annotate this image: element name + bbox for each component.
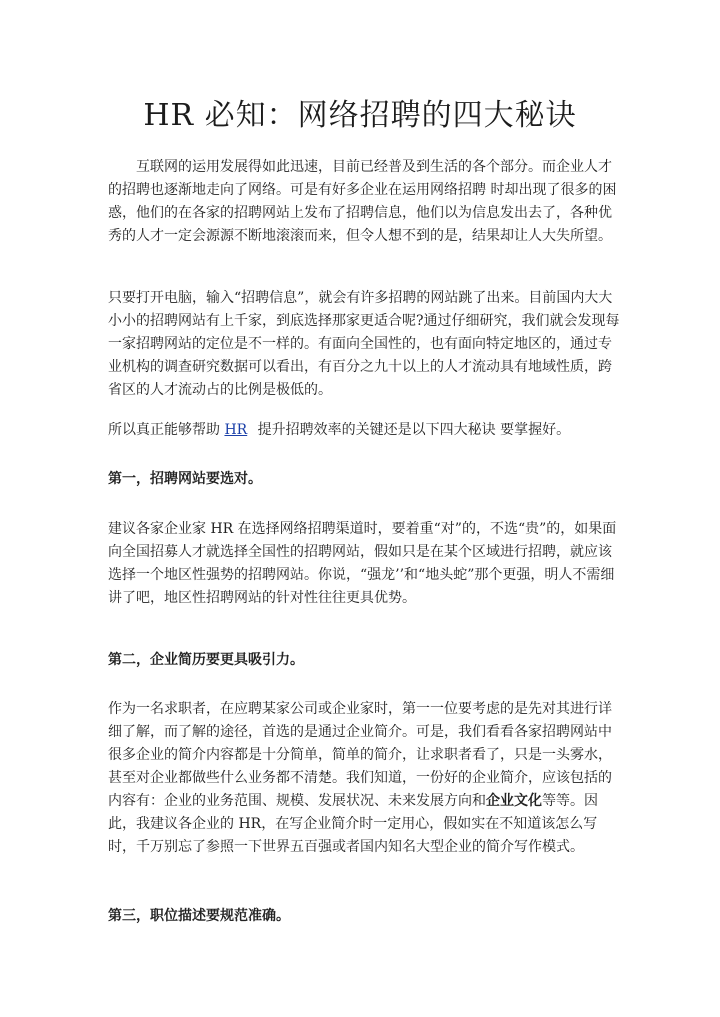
paragraph-company-profile-text-before: 作为一名求职者，在应聘某家公司或企业家时，第一一位要考虑的是先对其进行详细了解，而了解的途径，首选的是通过企业简介。可是，我们看看各家招聘网站中很多企业的简介内容都是十分简单，简单的简介，让求职者看了，只是一头雾水，甚至对企业都做些什么业务都不清楚。我们知道，一份好的企业简介，应该包括的内容有：企业的业务范围、规模、发展状况、未来发展方向和: [108, 701, 612, 809]
paragraph-company-profile: [108, 698, 622, 859]
document-title: HR 必知：网络招聘的四大秘诀: [143, 98, 577, 133]
paragraph-choose-site: 建议各家企业家 HR 在选择网络招聘渠道时，要着重“对”的，不选“贵”的，如果面向全国招募人才就选择全国性的招聘网站，假如只是在某个区域进行招聘，就应该选择一个地区性强势的招聘网站。你说，“强龙’’和“地头蛇”那个更强，明人不需细讲了吧，地区性招聘网站的针对性往往更具优势。: [108, 521, 617, 606]
section-heading-3: 第三，职位描述要规范准确。: [108, 908, 290, 924]
paragraph-key-secrets-text-before: 所以真正能够帮助: [108, 422, 225, 438]
section-heading-2: 第二，企业简历要更具吸引力。: [108, 652, 304, 668]
corporate-culture-term: 企业文化: [486, 793, 542, 809]
paragraph-key-secrets-text-after: 提升招聘效率的关键还是以下四大秘诀 要掌握好。: [253, 422, 571, 438]
section-heading-1: 第一，招聘网站要选对。: [108, 471, 262, 487]
paragraph-company-profile-text-after: 等等。因此，我建议各企业的 HR，在写企业简介时一定用心，假如实在不知道该怎么写时，千万别忘了参照一下世界五百强或者国内知名大型企业的简介写作模式。: [108, 793, 598, 855]
hr-link[interactable]: HR: [224, 422, 248, 438]
paragraph-intro: 互联网的运用发展得如此迅速，目前已经普及到生活的各个部分。而企业人才的招聘也逐渐地走向了网络。可是有好多企业在运用网络招聘 时却出现了很多的困惑，他们的在各家的招聘网站上发布了招聘信息，他们以为信息发出去了，各种优秀的人才一定会源源不断地滚滚而来，但令人想不到的是，结果却让人大失所望。: [108, 159, 617, 244]
paragraph-search: 只要打开电脑，输入“招聘信息”，就会有许多招聘的网站跳了出来。目前国内大大小小的招聘网站有上千家，到底选择那家更适合呢?通过仔细研究，我们就会发现每一家招聘网站的定位是不一样的。有面向全国性的，也有面向特定地区的，通过专业机构的调查研究数据可以看出，有百分之九十以上的人才流动具有地域性质，跨省区的人才流动占的比例是极低的。: [108, 290, 620, 398]
paragraph-key-secrets: [108, 419, 622, 442]
